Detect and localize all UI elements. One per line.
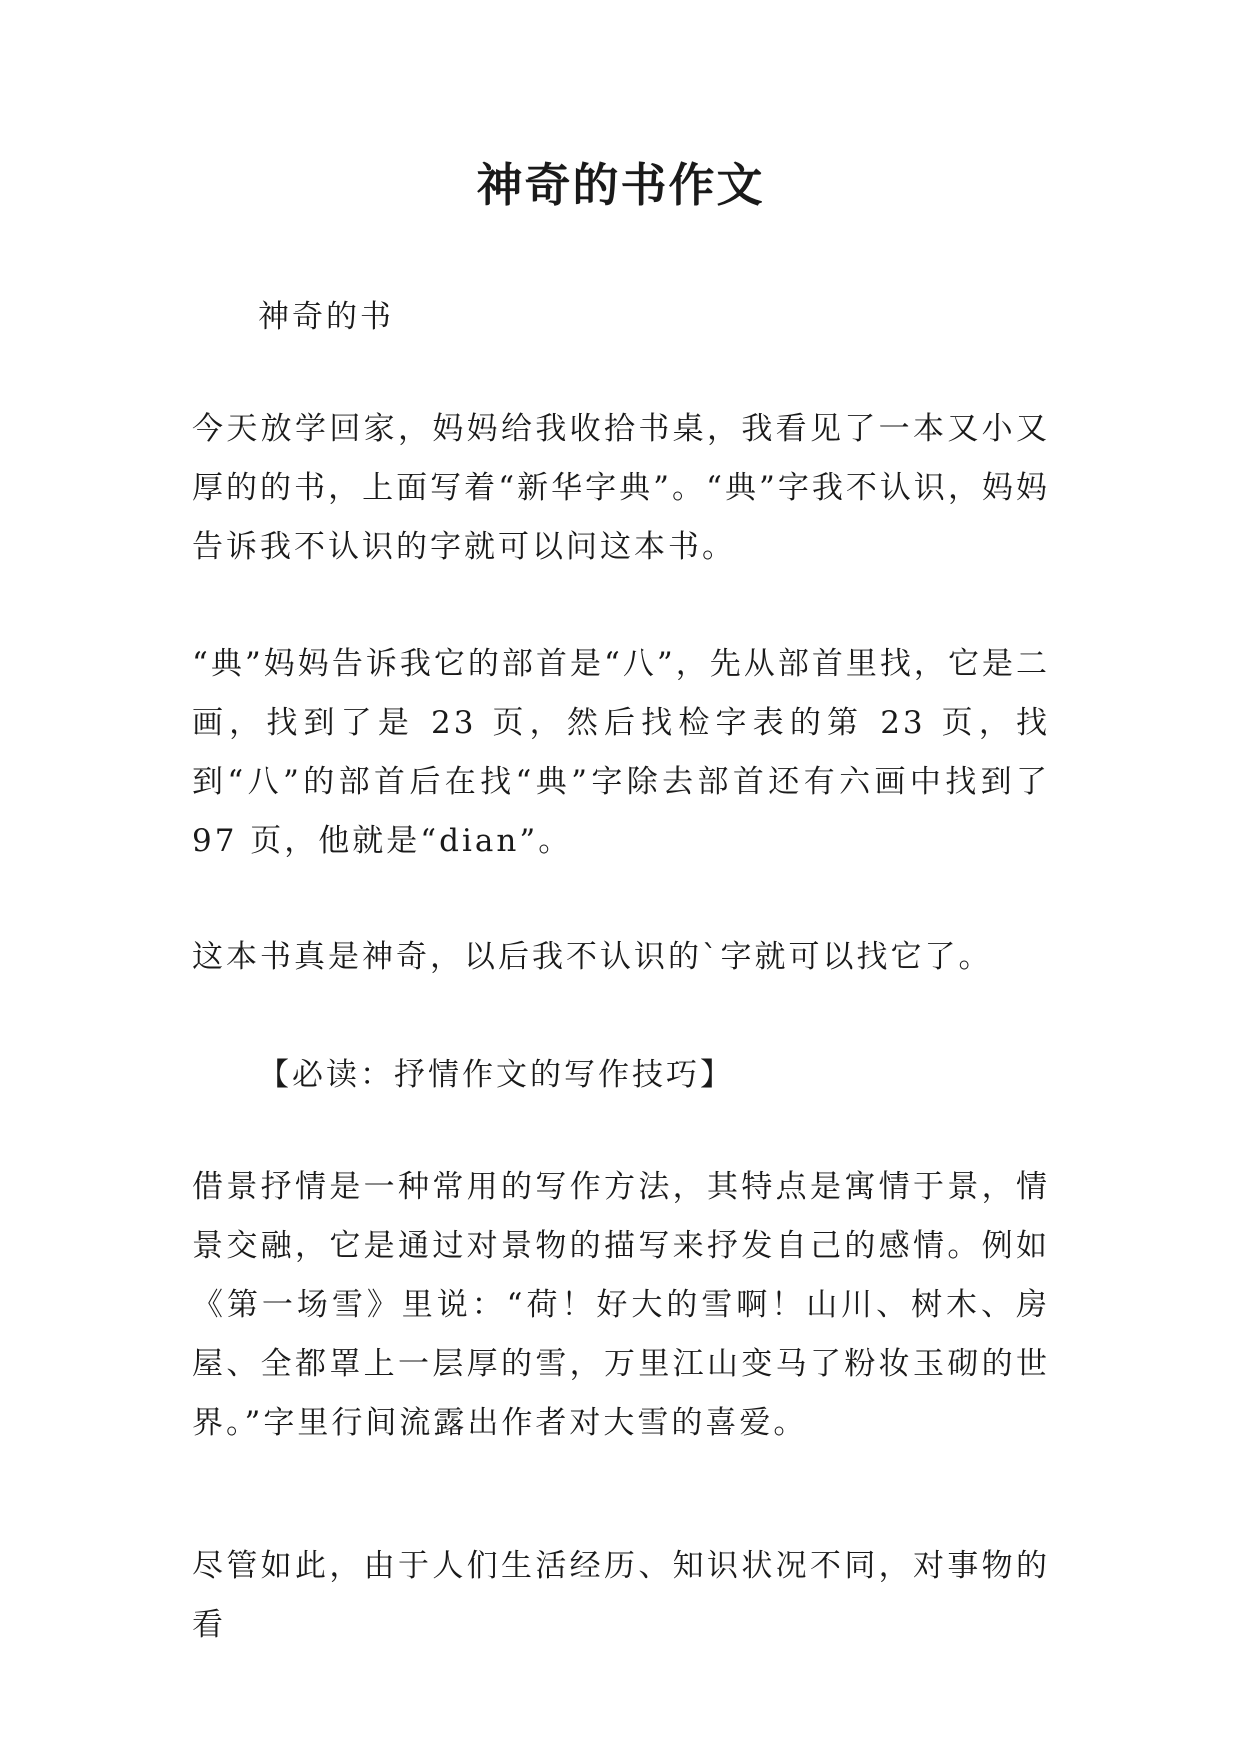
tips-paragraph-2: 尽管如此，由于人们生活经历、知识状况不同，对事物的看: [192, 1548, 1050, 1643]
paragraph-3: 这本书真是神奇，以后我不认识的`字就可以找它了。: [192, 939, 993, 975]
essay-subtitle: 神奇的书: [258, 299, 394, 335]
tips-paragraph-1: 借景抒情是一种常用的写作方法，其特点是寓情于景，情景交融，它是通过对景物的描写来抒发自己的感情。例如《第一场雪》里说：“荷！好大的雪啊！山川、树木、房屋、全都罩上一层厚的雪，万里江山变马了粉妆玉砌的世界。”字里行间流露出作者对大雪的喜爱。: [192, 1169, 1050, 1441]
must-read-heading: 【必读：抒情作文的写作技巧】: [258, 1057, 734, 1093]
paragraph-2: “典”妈妈告诉我它的部首是“八”，先从部首里找，它是二画，找到了是 23 页，然后找检字表的第 23 页，找到“八”的部首后在找“典”字除去部首还有六画中找到了 97 页，他就是“dian”。: [192, 646, 1050, 859]
document-title: 神奇的书作文: [476, 158, 765, 212]
paragraph-1: 今天放学回家，妈妈给我收拾书桌，我看见了一本又小又厚的的书，上面写着“新华字典”。“典”字我不认识，妈妈告诉我不认识的字就可以问这本书。: [192, 411, 1050, 565]
